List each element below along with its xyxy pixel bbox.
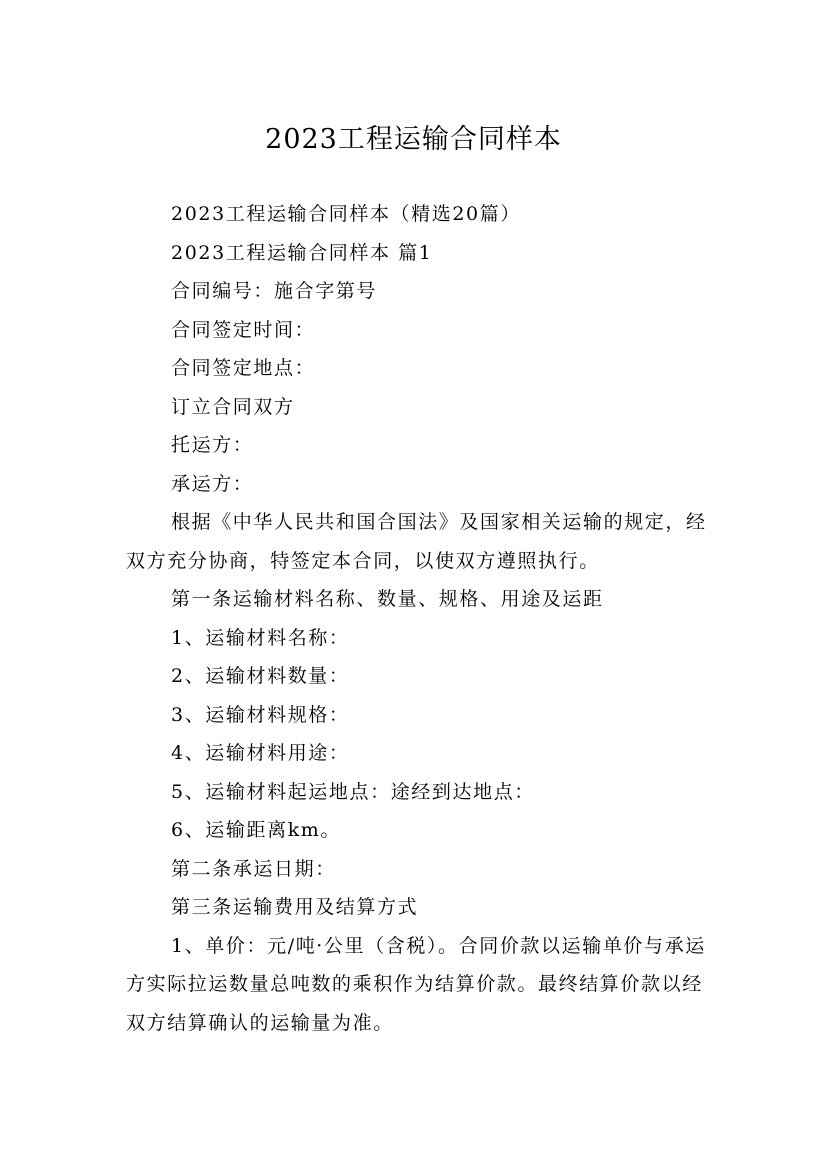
paragraph-article-3: 第三条运输费用及结算方式 <box>171 896 419 918</box>
paragraph-part-heading: 2023工程运输合同样本 篇1 <box>171 241 433 264</box>
paragraph-consignor: 托运方： <box>171 434 254 456</box>
paragraph-item-4: 4、运输材料用途： <box>171 742 350 764</box>
paragraph-subtitle: 2023工程运输合同样本（精选20篇） <box>171 203 521 225</box>
paragraph-preamble: 根据《中华人民共和国合国法》及国家相关运输的规定，经双方充分协商，特签定本合同，以使双方遵照执行。 <box>126 511 707 572</box>
paragraph-item-1: 1、运输材料名称： <box>171 626 350 649</box>
paragraph-sign-place: 合同签定地点： <box>171 357 316 379</box>
paragraph-sign-time: 合同签定时间： <box>171 318 316 341</box>
paragraph-item-5: 5、运输材料起运地点：途经到达地点： <box>171 780 535 803</box>
document-title: 2023工程运输合同样本 <box>265 124 562 156</box>
document-body <box>126 195 716 1042</box>
paragraph-parties: 订立合同双方 <box>171 395 295 418</box>
paragraph-article-1: 第一条运输材料名称、数量、规格、用途及运距 <box>171 588 604 610</box>
paragraph-unit-price: 1、单价：元/吨·公里（含税）。合同价款以运输单价与承运方实际拉运数量总吨数的乘积作为结算价款。最终结算价款以经双方结算确认的运输量为准。 <box>126 934 706 1034</box>
paragraph-item-6: 6、运输距离km。 <box>171 819 342 841</box>
paragraph-item-3: 3、运输材料规格： <box>171 703 350 726</box>
paragraph-contract-number: 合同编号：施合字第号 <box>171 280 378 302</box>
paragraph-item-2: 2、运输材料数量： <box>171 665 350 687</box>
paragraph-article-2: 第二条承运日期： <box>171 857 336 880</box>
paragraph-carrier: 承运方： <box>171 472 254 495</box>
